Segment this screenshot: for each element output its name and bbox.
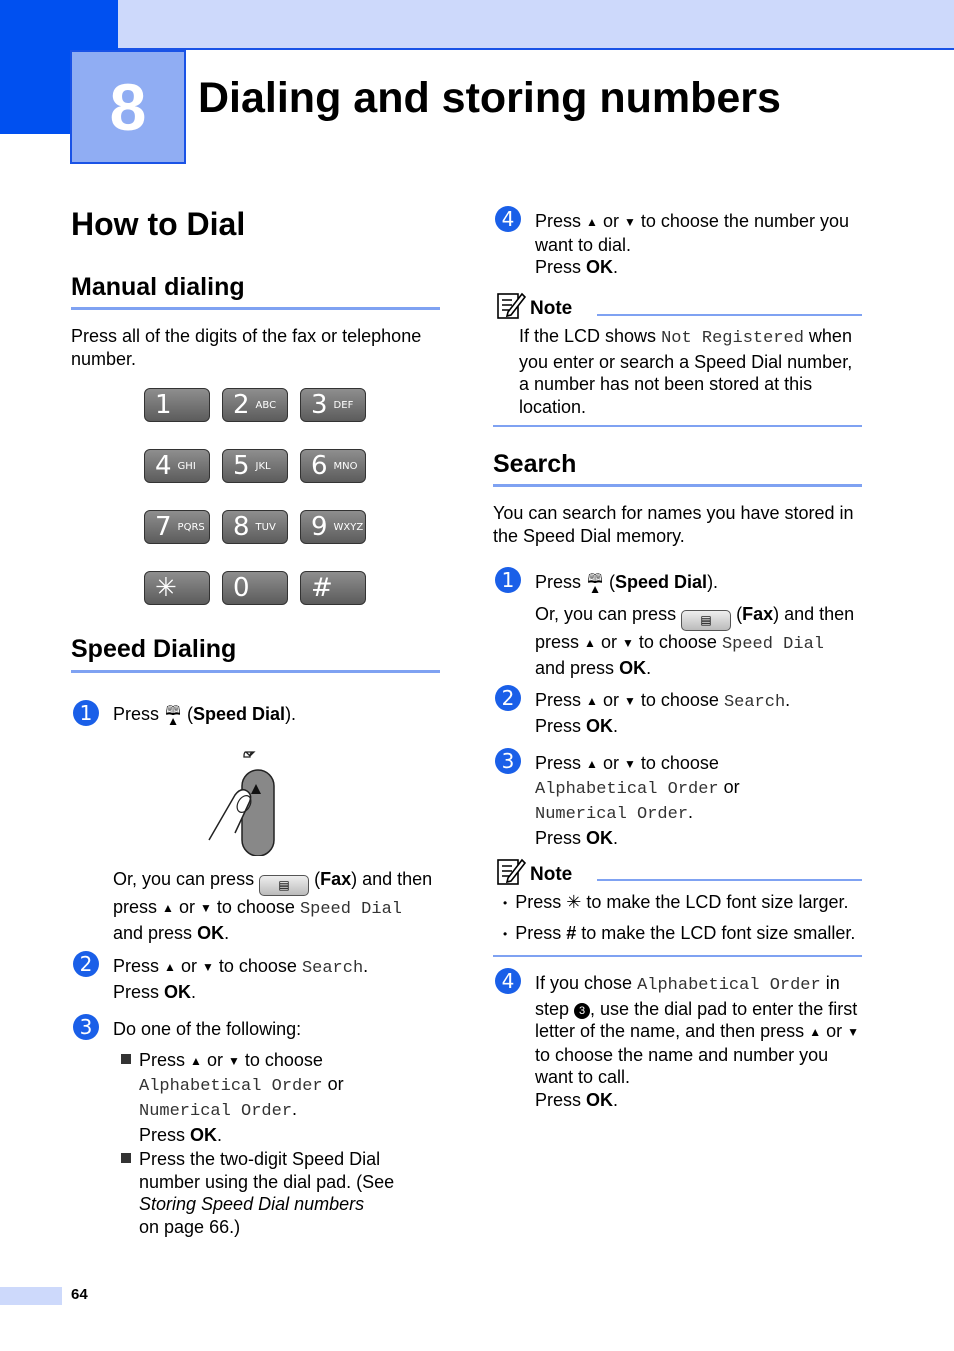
dial-key [222, 449, 288, 483]
manual-dialing-text: Press all of the digits of the fax or telephone number. [71, 326, 422, 369]
search-intro-text: You can search for names you have stored in the Speed Dial memory. [493, 503, 854, 546]
step-text: Press ▲ or ▼ to choose Alphabetical Order or Numerical Order. Press OK. [535, 753, 740, 848]
dial-key [300, 388, 366, 422]
book-icon: 🕮 ▲ [587, 571, 603, 596]
dial-key-letters: DEF [333, 399, 354, 411]
step-text: If you chose Alphabetical Order in step 3 , use the dial pad to enter the first letter of the name, and then press ▲ or ▼ to choose the name and number you want to call. Press OK. [535, 973, 860, 1110]
dial-key-letters: MNO [333, 460, 358, 472]
dial-key-digit: 4 [155, 451, 172, 481]
step-text: Press 🕮 ▲ (Speed Dial). [113, 703, 297, 728]
dial-key-digit: 3 [311, 390, 328, 420]
dial-key-digit: 7 [155, 512, 172, 542]
divider [71, 670, 440, 673]
dial-key-digit: 9 [311, 512, 328, 542]
step-text: Press ▲ or ▼ to choose the number you want to dial. Press OK. [535, 211, 850, 277]
step-number: 1 [73, 700, 99, 726]
dial-key [300, 510, 366, 544]
dial-key-digit: 0 [233, 573, 250, 603]
dial-key-digit: 2 [233, 390, 250, 420]
dial-key-letters: GHI [177, 460, 196, 472]
dial-key [222, 510, 288, 544]
divider [493, 425, 862, 427]
dial-key-digit: # [311, 573, 333, 603]
step-number: 1 [495, 567, 521, 593]
step-number: 3 [495, 748, 521, 774]
divider [71, 307, 440, 310]
chapter-title: Dialing and storing numbers [198, 74, 781, 122]
step-text: Press 🕮 ▲ (Speed Dial). [535, 571, 719, 596]
step-number: 4 [495, 968, 521, 994]
divider [493, 955, 862, 957]
heading-manual-dialing: Manual dialing [71, 273, 245, 301]
dial-key-digit: ✳ [155, 573, 177, 603]
bullet-text: Press ▲ or ▼ to choose Alphabetical Order or Numerical Order. Press OK. [139, 1050, 344, 1145]
dial-key-letters: WXYZ [333, 521, 364, 533]
note-bullet: • Press ✳ to make the LCD font size larger. [503, 892, 849, 912]
dial-key [144, 388, 210, 422]
dial-key-letters: ABC [255, 399, 277, 411]
step-number: 2 [495, 685, 521, 711]
step-text: Or, you can press ▤ (Fax) and then press ▲ or ▼ to choose Speed Dial and press OK. [113, 869, 433, 943]
step-text: Press ▲ or ▼ to choose Search. Press OK. [535, 690, 791, 736]
cross-reference-link[interactable]: Storing Speed Dial numbers [139, 1194, 365, 1214]
dial-key [144, 571, 210, 605]
step-number: 2 [73, 951, 99, 977]
step-reference: 3 [574, 1003, 590, 1019]
bullet-square [121, 1153, 131, 1163]
step-number: 4 [495, 206, 521, 232]
dial-key [144, 510, 210, 544]
step-text: Or, you can press ▤ (Fax) and then press ▲ or ▼ to choose Speed Dial and press OK. [535, 604, 855, 678]
page-number: 64 [71, 1286, 88, 1303]
fax-button-icon: ▤ [681, 610, 731, 631]
chapter-number: 8 [70, 50, 186, 164]
dial-key-letters: JKL [255, 460, 271, 472]
note-heading: Note [530, 298, 573, 319]
note-pencil-icon [496, 290, 526, 322]
header-bar [0, 0, 954, 50]
bullet-text: Press the two-digit Speed Dial number using the dial pad. (See Storing Speed Dial numbers on page 66.) [139, 1149, 395, 1237]
note-bullet: • Press # to make the LCD font size smaller. [503, 923, 856, 943]
heading-speed-dialing: Speed Dialing [71, 635, 237, 663]
fax-button-icon: ▤ [259, 875, 309, 896]
section-how-to-dial: How to Dial [71, 206, 246, 242]
dial-key [144, 449, 210, 483]
finger-press-icon [204, 744, 284, 856]
note-heading: Note [530, 864, 573, 885]
dial-key-digit: 5 [233, 451, 250, 481]
page-footer-bar [0, 1287, 62, 1305]
dial-key-digit: 8 [233, 512, 250, 542]
step-text: Press ▲ or ▼ to choose Search. Press OK. [113, 956, 369, 1002]
dial-key-letters: PQRS [177, 521, 205, 533]
dial-key [300, 571, 366, 605]
divider [493, 484, 862, 487]
book-icon: 🕮 ▲ [165, 703, 181, 728]
heading-search: Search [493, 450, 577, 478]
note-pencil-icon [496, 856, 526, 888]
divider [597, 314, 862, 316]
note-text: If the LCD shows Not Registered when you enter or search a Speed Dial number, a number has not been stored at this location. [519, 326, 853, 417]
step-number: 3 [73, 1014, 99, 1040]
bullet-square [121, 1054, 131, 1064]
dial-key-letters: TUV [255, 521, 276, 533]
divider [597, 879, 862, 881]
dial-key-digit: 6 [311, 451, 328, 481]
dial-key [222, 388, 288, 422]
dial-pad-illustration [144, 388, 368, 610]
dial-key [222, 571, 288, 605]
step-text: Do one of the following: [113, 1019, 302, 1039]
dial-key-digit: 1 [155, 390, 172, 420]
dial-key [300, 449, 366, 483]
